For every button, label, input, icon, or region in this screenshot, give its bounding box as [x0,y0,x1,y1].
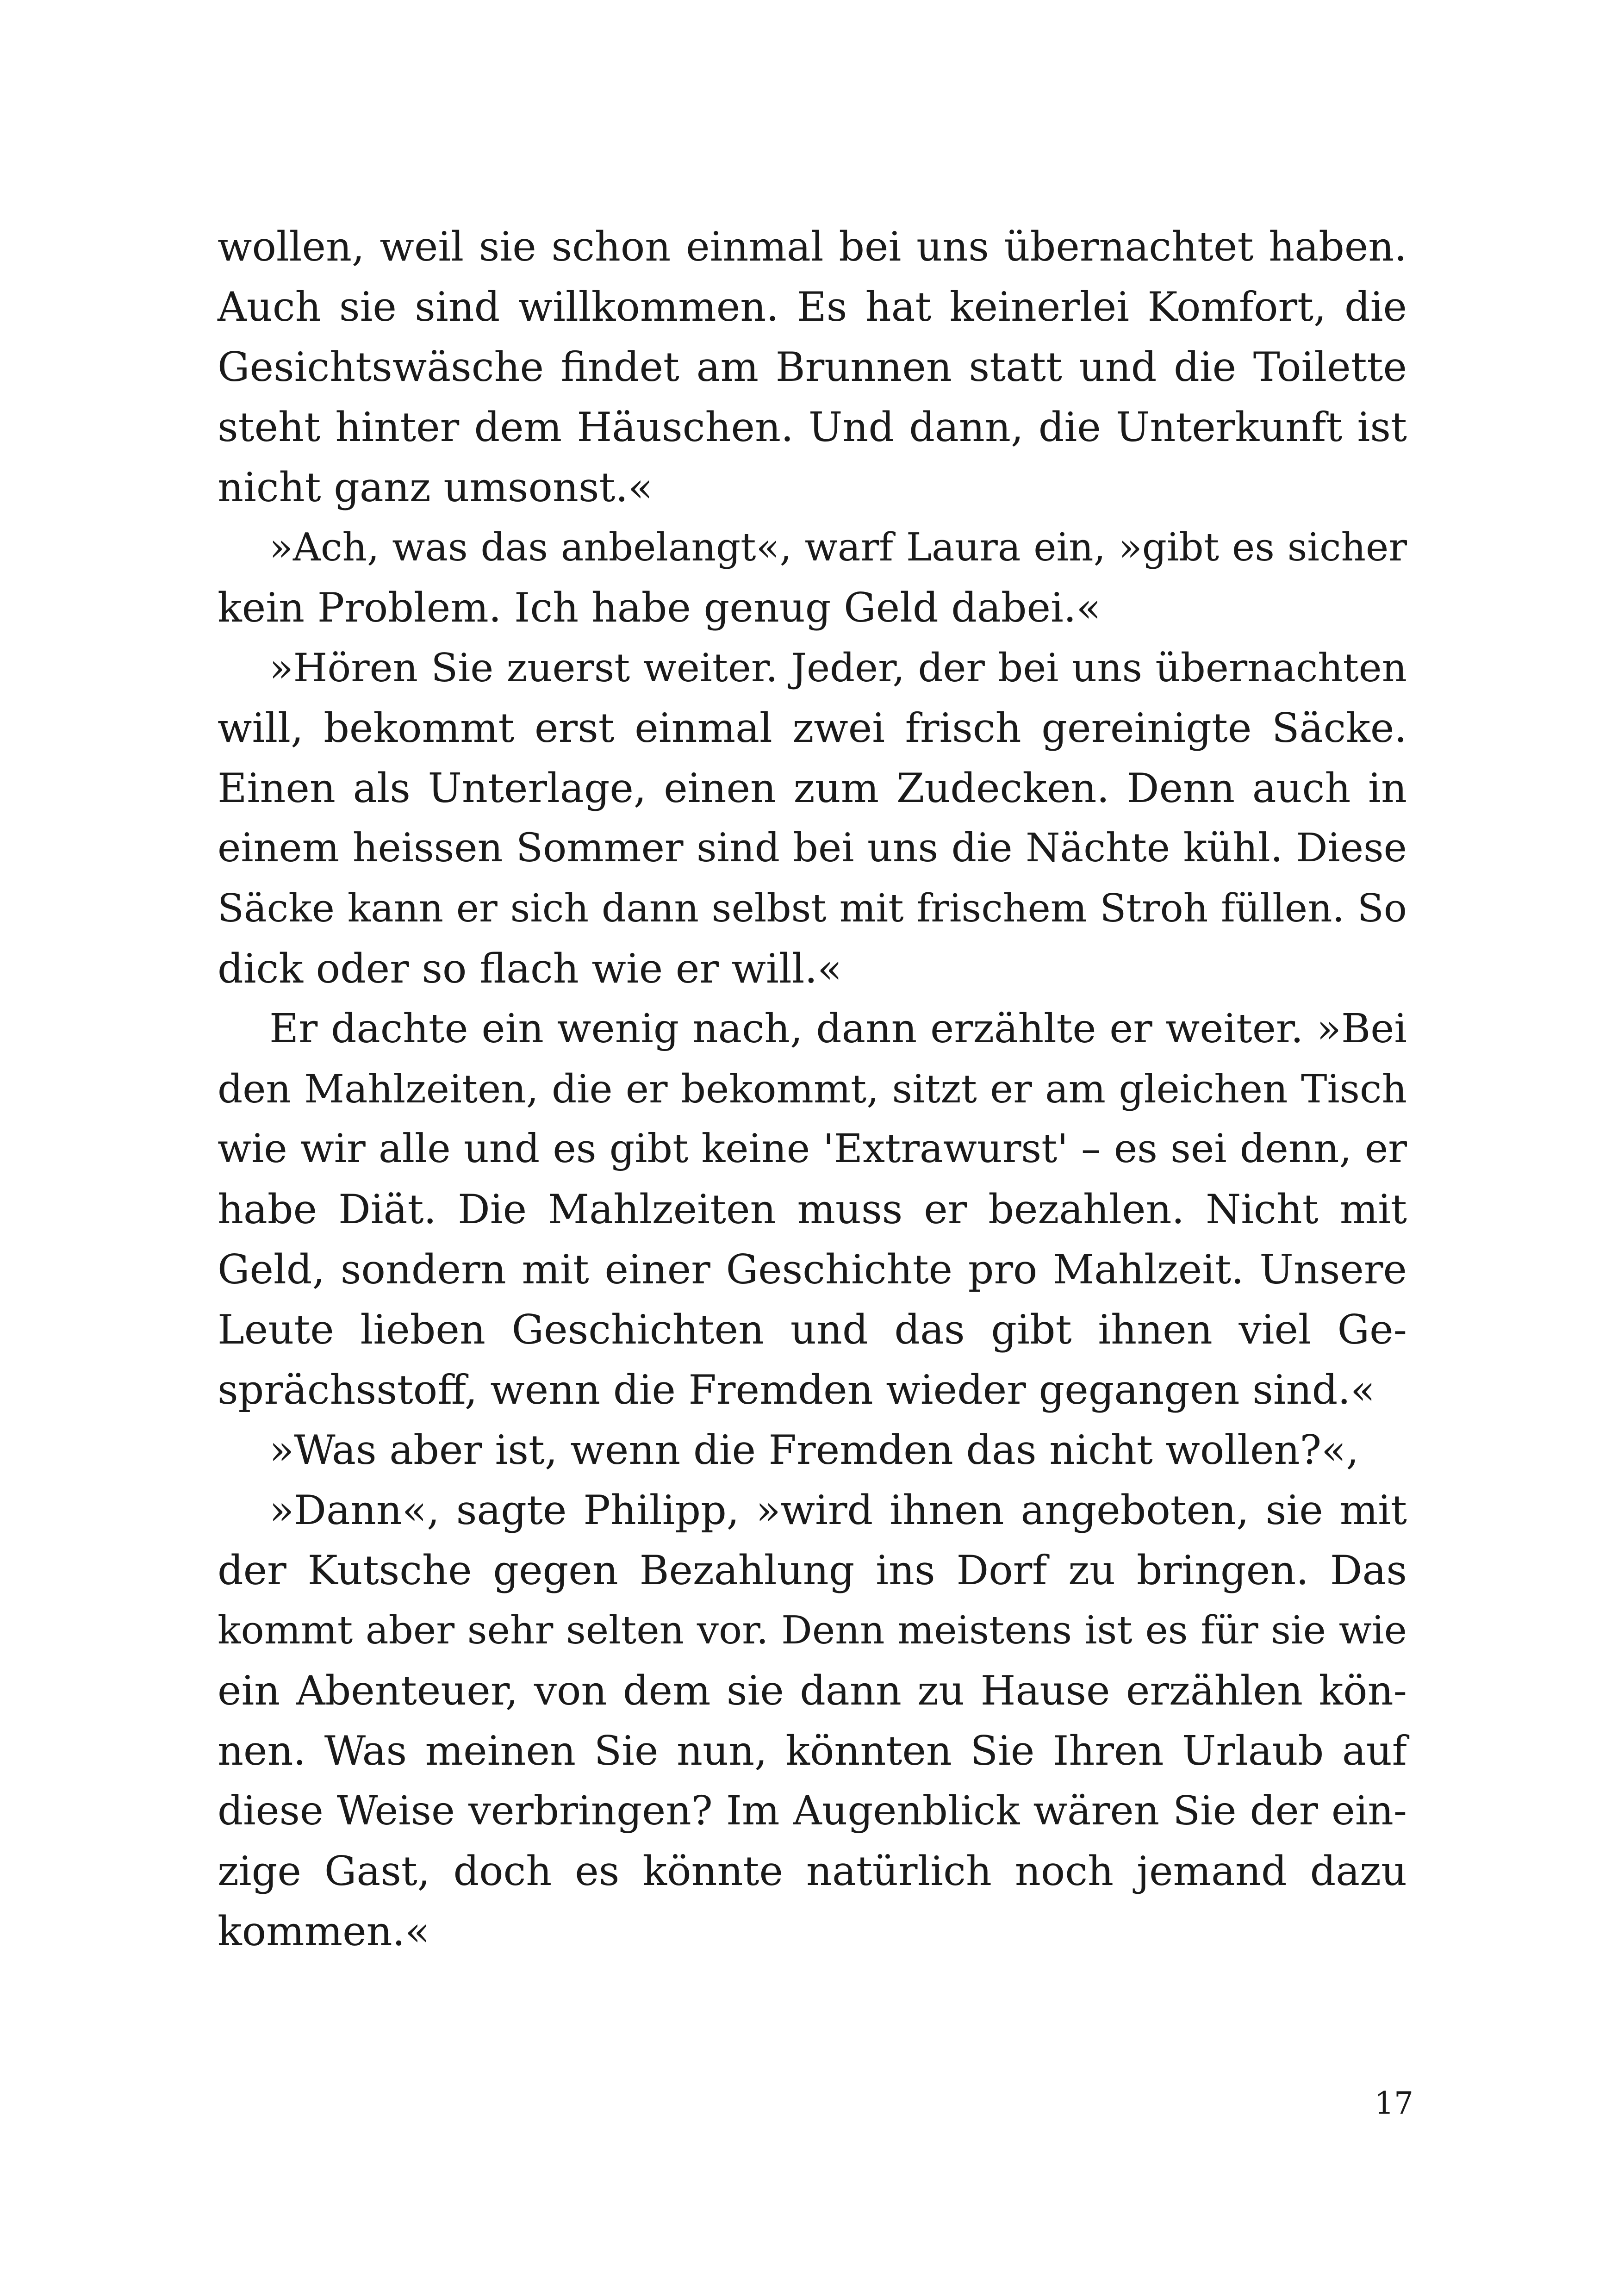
body-text [218,217,1407,1961]
text-line: Er dachte ein wenig nach, dann erzählte er weiter. »Bei [269,1006,1407,1052]
text-line: den Mahlzeiten, die er bekommt, sitzt er am gleichen Tisch [218,1066,1407,1112]
text-line: »Was aber ist, wenn die Fremden das nicht wollen?«, [269,1426,1359,1474]
text-line: Auch sie sind willkommen. Es hat keinerlei Komfort, die [218,283,1407,330]
text-line: »Ach, was das anbelangt«, warf Laura ein, »gibt es sicher [269,525,1407,570]
text-line: nen. Was meinen Sie nun, könnten Sie Ihren Urlaub auf [218,1727,1407,1774]
text-line: habe Diät. Die Mahlzeiten muss er bezahlen. Nicht mit [218,1186,1407,1233]
text-line: kommen.« [218,1908,430,1955]
text-line: diese Weise verbringen? Im Augenblick wären Sie der ein- [218,1788,1407,1834]
text-line: kein Problem. Ich habe genug Geld dabei.« [218,584,1101,631]
text-line: sprächsstoff, wenn die Fremden wieder gegangen sind.« [218,1366,1375,1413]
text-line: wie wir alle und es gibt keine 'Extrawurst' – es sei denn, er [218,1126,1407,1172]
text-line: dick oder so flach wie er will.« [218,945,842,992]
text-line: Säcke kann er sich dann selbst mit frischem Stroh füllen. So [218,886,1407,931]
text-line: Gesichtswäsche findet am Brunnen statt und die Toilette [218,343,1407,391]
text-line: einem heissen Sommer sind bei uns die Nächte kühl. Diese [218,825,1407,871]
text-line: steht hinter dem Häuschen. Und dann, die Unterkunft ist [218,404,1407,451]
text-line: nicht ganz umsonst.« [218,464,653,511]
text-line: »Dann«, sagte Philipp, »wird ihnen angeboten, sie mit [269,1487,1407,1534]
text-line: will, bekommt erst einmal zwei frisch gereinigte Säcke. [218,704,1407,752]
text-line: Geld, sondern mit einer Geschichte pro Mahlzeit. Unsere [218,1246,1407,1293]
text-line: Einen als Unterlage, einen zum Zudecken. Denn auch in [218,765,1407,812]
text-line: zige Gast, doch es könnte natürlich noch jemand dazu [218,1848,1407,1895]
text-line: Leute lieben Geschichten und das gibt ihnen viel Ge- [218,1306,1407,1353]
text-line: kommt aber sehr selten vor. Denn meistens ist es für sie wie [218,1608,1407,1653]
text-line: »Hören Sie zuerst weiter. Jeder, der bei uns übernachten [269,645,1407,691]
text-line: der Kutsche gegen Bezahlung ins Dorf zu bringen. Das [218,1547,1407,1594]
text-line: wollen, weil sie schon einmal bei uns übernachtet haben. [218,223,1407,270]
page-number: 17 [1375,2085,1413,2121]
text-line: ein Abenteuer, von dem sie dann zu Hause erzählen kön- [218,1667,1407,1714]
